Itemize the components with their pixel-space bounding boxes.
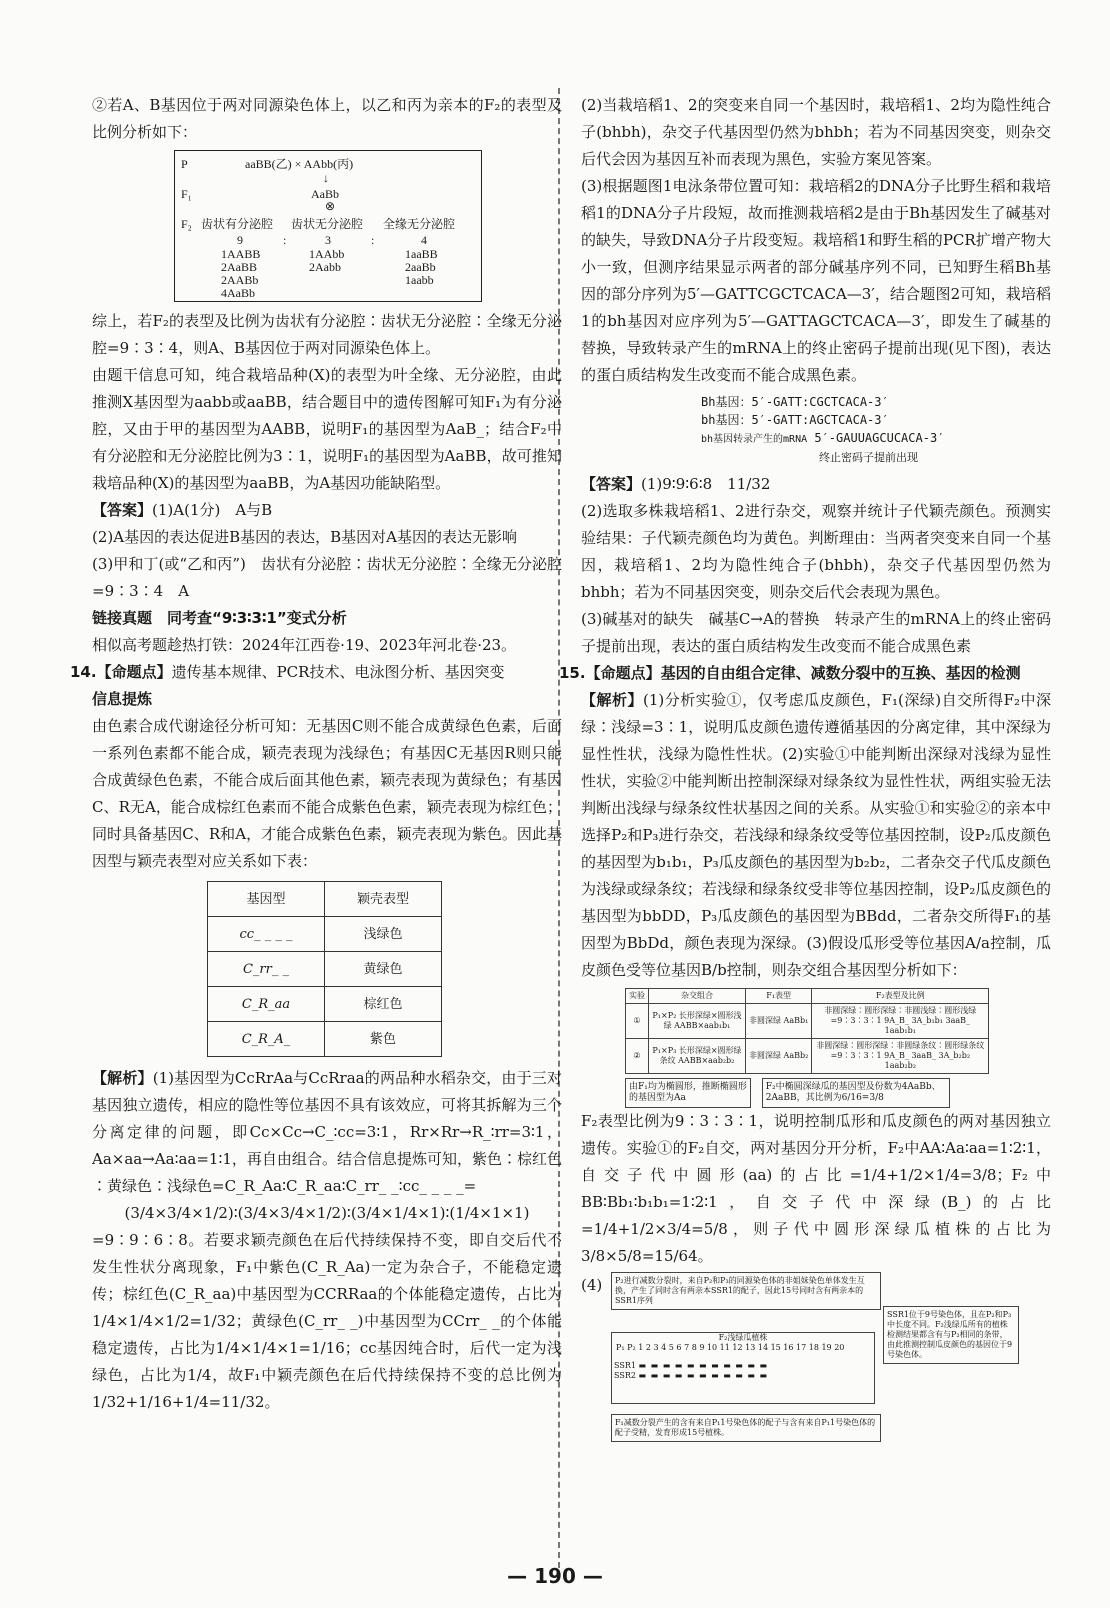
ratio-sep: :	[283, 233, 287, 247]
point-label: 【命题点】	[585, 664, 661, 682]
f1-genotype: AaBb	[311, 187, 339, 201]
table-cell: C_rr_ _	[208, 952, 325, 987]
answer-1: (1)9∶9∶6∶8 11/32	[641, 475, 771, 493]
analysis-text: (1)分析实验①，仅考虑瓜皮颜色，F₁(深绿)自交所得F₂中深绿∶浅绿=3∶1，说明瓜皮颜色遗传遵循基因的分离定律，其中深绿为显性性状，浅绿为隐性性状。(2)实验①中能判断出深绿对浅绿为显性性状，实验②中能判断出控制深绿对绿条纹为显性性状，两组实验无法判断出浅绿与绿条纹性状基因之间的关系。从实验①和实验②的亲本中选择P₂和P₃进行杂交，若浅绿和绿条纹受等位基因控制，设P₂瓜皮颜色的基因型为b₁b₁，P₃瓜皮颜色的基因型为b₂b₂，二者杂交子代瓜皮颜色为浅绿或绿条纹；若浅绿和绿条纹受非等位基因控制，设P₂瓜皮颜色的基因型为bbDD，P₃瓜皮颜色的基因型为BBdd，二者杂交所得F₁的基因型为BbDd，颜色表现为深绿。(3)假设瓜形受等位基因A/a控制，瓜皮颜色受等位基因B/b控制，则杂交组合基因型分析如下：	[581, 691, 1051, 979]
subquestion-label: (4)	[581, 1276, 603, 1294]
arrow-icon: ↓	[323, 171, 329, 185]
table-header: F₁表型	[746, 989, 812, 1004]
table-cell: 非圆深绿∶圆形深绿∶非圆浅绿∶圆形浅绿=9∶3∶3∶1 9A_B_ 3A_b₁b₁ 3aaB_ 1aab₁b₁	[812, 1004, 989, 1039]
cross-diagram	[174, 150, 482, 302]
table-cell: ②	[626, 1039, 649, 1074]
ratio-formula: (3/4×3/4×1/2)∶(3/4×3/4×1/2)∶(3/4×1/4×1)∶(1/4×1×1)	[124, 1204, 530, 1222]
paragraph-2: (2)当栽培稻1、2的突变来自同一个基因时，栽培稻1、2均为隐性纯合子(bhbh)，杂交子代基因型仍然为bhbh；若为不同基因突变，则杂交后代会因为基因互补而表现为黑色，实验方案见答案。	[581, 96, 1051, 168]
answer-2: (2)选取多株栽培稻1、2进行杂交，观察并统计子代颖壳颜色。预测实验结果：子代颖壳颜色均为黄色。判断理由：当两者突变来自同一个基因，栽培稻1、2均为隐性纯合子(bhbh)，杂交子代基因型仍然为bhbh；若为不同基因突变，则杂交后代会表现为黑色。	[581, 502, 1051, 601]
table-cell: 黄绿色	[325, 952, 442, 987]
answer-3: (3)甲和丁(或“乙和丙”) 齿状有分泌腔∶齿状无分泌腔∶全缘无分泌腔=9∶3∶4 A	[92, 555, 562, 600]
answer-label: 【答案】	[581, 475, 642, 493]
table-cell: C_R_aa	[208, 987, 325, 1022]
table-cell: 非圆深绿∶圆形深绿∶非圆绿条纹∶圆形绿条纹=9∶3∶3∶1 9A_B_ 3aaB_ 3A_b₂b₂ 1aab₂b₂	[812, 1039, 989, 1074]
parents: aaBB(乙) × AAbb(丙)	[245, 157, 354, 171]
inference-text: 由题干信息可知，纯合栽培品种(X)的表型为叶全缘、无分泌腔，由此推测X基因型为aabb或aaBB，结合题目中的遗传图解可知F₁为有分泌腔，又由于甲的基因型为AABB，说明F₁的基因型为AaB_；结合F₂中有分泌腔和无分泌腔比例为3∶1，说明F₁的基因型为AaBB，故可推知栽培品种(X)的基因型为aaBB，为A基因功能缺陷型。	[92, 366, 562, 492]
genotype: 2AABb	[221, 273, 259, 287]
table-header: 实验	[626, 989, 649, 1004]
self-cross-icon: ⊗	[325, 199, 336, 213]
table-cell: 紫色	[325, 1022, 442, 1057]
ratio-4: 4	[421, 233, 427, 247]
page-number: — 190 —	[507, 1564, 603, 1588]
note-box: F₂中椭圆深绿瓜的基因型及份数为4AaBb、2AaBB，其比例为6/16=3/8	[762, 1078, 950, 1108]
left-column	[70, 92, 562, 1416]
analysis-label: 【解析】	[92, 1069, 153, 1087]
paragraph-3: (3)根据题图1电泳条带位置可知：栽培稻2的DNA分子比野生稻和栽培稻1的DNA分子片段短，故而推测栽培稻2是由于Bh基因发生了碱基对的缺失，导致DNA分子片段变短。栽培稻1和野生稻的PCR扩增产物大小一致，但测序结果显示两者的部分碱基序列不同，已知野生稻Bh基因的部分序列为5′—GATTCGCTCACA—3′，结合题图2可知，栽培稻1的bh基因对应序列为5′—GATTAGCTCACA—3′，即发生了碱基的替换，导致转录产生的mRNA上的终止密码子提前出现(见下图)，表达的蛋白质结构发生改变而不能合成黑色素。	[581, 177, 1051, 384]
table-cell: 非圆深绿 AaBb₁	[746, 1004, 812, 1039]
table-cell: 棕红色	[325, 987, 442, 1022]
f1-label: F₁	[181, 187, 192, 201]
answer-2: (2)A基因的表达促进B基因的表达，B基因对A基因的表达无影响	[92, 528, 517, 546]
right-column	[559, 92, 1051, 1472]
point-text: 遗传基本规律、PCR技术、电泳图分析、基因突变	[171, 663, 505, 681]
answer-3: (3)碱基对的缺失 碱基C→A的替换 转录产生的mRNA上的终止密码子提前出现，表达的蛋白质结构发生改变而不能合成黑色素	[581, 610, 1051, 655]
ratio-9: 9	[237, 233, 243, 247]
gel-image: F₂浅绿瓜植株 P₁ P₂ 1 2 3 4 5 6 7 8 9 10 11 12 13 14 15 16 17 18 19 20 SSR1 ▬ ▬ ▬ ▬ ▬ ▬ ▬ ▬ ▬ ▬ ▬ SSR2 ▬ ▬ ▬ ▬ ▬ ▬ ▬ ▬ ▬ ▬ ▬	[611, 1332, 875, 1404]
link-label: 链接真题 同考查“9∶3∶3∶1”变式分析	[92, 609, 347, 627]
table-cell: 非圆深绿 AaBb₂	[746, 1039, 812, 1074]
cross-analysis-table	[625, 988, 989, 1074]
analysis-text-2: =9∶9∶6∶8。若要求颖壳颜色在后代持续保持不变，即自交后代不发生性状分离现象，F₁中紫色(C_R_Aa)一定为杂合子，不能稳定遗传；棕红色(C_R_aa)中基因型为CCRRaa的个体能稳定遗传，占比为1/4×1/4×1/2=1/32；黄绿色(C_rr_ _)中基因型为CCrr_ _的个体能稳定遗传，占比为1/4×1/4×1=1/16；cc基因纯合时，后代一定为浅绿色，占比为1/4，故F₁中颖壳颜色在后代持续保持不变的总比例为1/32+1/16+1/4=11/32。	[92, 1231, 562, 1411]
info-text: 由色素合成代谢途径分析可知：无基因C则不能合成黄绿色色素，后面一系列色素都不能合成，颖壳表现为浅绿色；有基因C无基因R则只能合成黄绿色色素，不能合成后面其他色素，颖壳表现为黄绿色；有基因C、R无A，能合成棕红色素而不能合成紫色色素，颖壳表现为棕红色；同时具备基因C、R和A，才能合成紫色色素，颖壳表现为紫色。因此基因型与颖壳表型对应关系如下表：	[92, 717, 562, 870]
gel-title: F₂浅绿瓜植株	[718, 1333, 768, 1342]
paragraph-after-table: F₂表型比例为9∶3∶3∶1，说明控制瓜形和瓜皮颜色的两对基因独立遗传。实验①的F₂自交，两对基因分开分析，F₂中AA∶Aa∶aa=1∶2∶1，自交子代中圆形(aa)的占比=1/4+1/2×1/4=3/8；F₂中BB∶Bb₁∶b₁b₁=1∶2∶1，自交子代中深绿(B_)的占比=1/4+1/2×3/4=5/8，则子代中圆形深绿瓜植株的占比为3/8×5/8=15/64。	[581, 1112, 1051, 1265]
note-box: SSR1位于9号染色体，且在P₂和P₃中长度不同。F₂浅绿瓜所有的植株检测结果都含有与P₂相同的条带，由此推测控制瓜皮颜色的基因位于9号染色体。	[883, 1306, 1019, 1364]
p-label: P	[181, 157, 188, 171]
ssr1-label: SSR1	[614, 1361, 636, 1370]
analysis-label: 【解析】	[581, 691, 643, 709]
bh-sequence: Bh基因：5′-GATT:CGCTCACA-3′	[701, 395, 889, 409]
sequence-diagram	[701, 393, 1051, 467]
ssr2-label: SSR2	[614, 1371, 636, 1380]
answer-label: 【答案】	[92, 501, 153, 519]
f2-phenotype-2: 齿状无分泌腔	[291, 217, 364, 231]
point-label: 【命题点】	[96, 663, 172, 681]
conclusion-text: 综上，若F₂的表型及比例为齿状有分泌腔∶齿状无分泌腔∶全缘无分泌腔=9∶3∶4，则A、B基因位于两对同源染色体上。	[92, 312, 562, 357]
gel-lanes: P₁ P₂ 1 2 3 4 5 6 7 8 9 10 11 12 13 14 15 16 17 18 19 20	[616, 1343, 845, 1352]
bh-mutant-sequence: bh基因：5′-GATT:AGCTCACA-3′	[701, 413, 889, 427]
ssr-figure	[581, 1272, 1051, 1472]
point-text: 基因的自由组合定律、减数分裂中的互换、基因的检测	[660, 664, 1021, 682]
link-text: 相似高考题趁热打铁：2024年江西卷·19、2023年河北卷·23。	[92, 636, 517, 654]
answer-1: (1)A(1分) A与B	[152, 501, 273, 519]
table-header: 颖壳表型	[325, 882, 442, 917]
question-number: 15.	[559, 664, 586, 682]
mrna-label: bh基因转录产生的mRNA	[701, 434, 808, 445]
table-cell: cc_ _ _ _	[208, 917, 325, 952]
note-box: 由F₁均为椭圆形，推断椭圆形的基因型为Aa	[625, 1078, 751, 1108]
genotype: 1AABB	[221, 247, 261, 261]
table-cell: P₁×P₃ 长形深绿×圆形绿条纹 AABB×aab₂b₂	[649, 1039, 746, 1074]
note-box: F₁减数分裂产生的含有来自P₁1号染色体的配子与含有来自P₁1号染色体的配子受精，发育形成15号植株。	[611, 1414, 881, 1442]
table-cell: ①	[626, 1004, 649, 1039]
genotype: 1aaBB	[405, 247, 438, 261]
genotype: 4AaBb	[221, 286, 255, 300]
genotype-table	[207, 881, 442, 1057]
mrna-sequence: 5′-GAUUAGCUCACA-3′	[814, 431, 945, 445]
table-header: F₂表型及比例	[812, 989, 989, 1004]
table-header: 基因型	[208, 882, 325, 917]
genotype: 2aaBb	[405, 260, 436, 274]
table-cell: P₁×P₂ 长形深绿×圆形浅绿 AABB×aab₁b₁	[649, 1004, 746, 1039]
genotype: 1aabb	[405, 273, 434, 287]
genotype: 2AaBB	[221, 260, 257, 274]
analysis-text-1: (1)基因型为CcRrAa与CcRraa的两品种水稻杂交，由于三对基因独立遗传，相应的隐性等位基因不具有该效应，可将其拆解为三个分离定律的问题，即Cc×Cc→C_∶cc=3∶1，Rr×Rr→R_∶rr=3∶1，Aa×aa→Aa∶aa=1∶1，再自由组合。结合信息提炼可知，紫色∶棕红色∶黄绿色∶浅绿色=C_R_Aa∶C_R_aa∶C_rr_ _∶cc_ _ _ _=	[92, 1069, 562, 1195]
genotype: 2Aabb	[309, 260, 341, 274]
intro-text: ②若A、B基因位于两对同源染色体上，以乙和丙为亲本的F₂的表型及比例分析如下：	[92, 96, 562, 141]
f2-phenotype-1: 齿状有分泌腔	[201, 217, 274, 231]
stop-codon-note: 终止密码子提前出现	[819, 451, 918, 464]
table-cell: C_R_A_	[208, 1022, 325, 1057]
note-box: P₂进行减数分裂时，来自P₂和P₃的同源染色体的非姐妹染色单体发生互换，产生了同时含有两亲本SSR1的配子，因此15号同时含有两亲本的SSR1序列	[611, 1272, 881, 1310]
table-header: 杂交组合	[649, 989, 746, 1004]
f2-label: F₂	[181, 217, 192, 231]
question-number: 14.	[70, 663, 97, 681]
table-cell: 浅绿色	[325, 917, 442, 952]
ratio-sep: :	[371, 233, 375, 247]
ratio-3: 3	[325, 233, 331, 247]
info-label: 信息提炼	[92, 690, 153, 708]
genotype: 1AAbb	[309, 247, 345, 261]
f2-phenotype-3: 全缘无分泌腔	[383, 217, 456, 231]
